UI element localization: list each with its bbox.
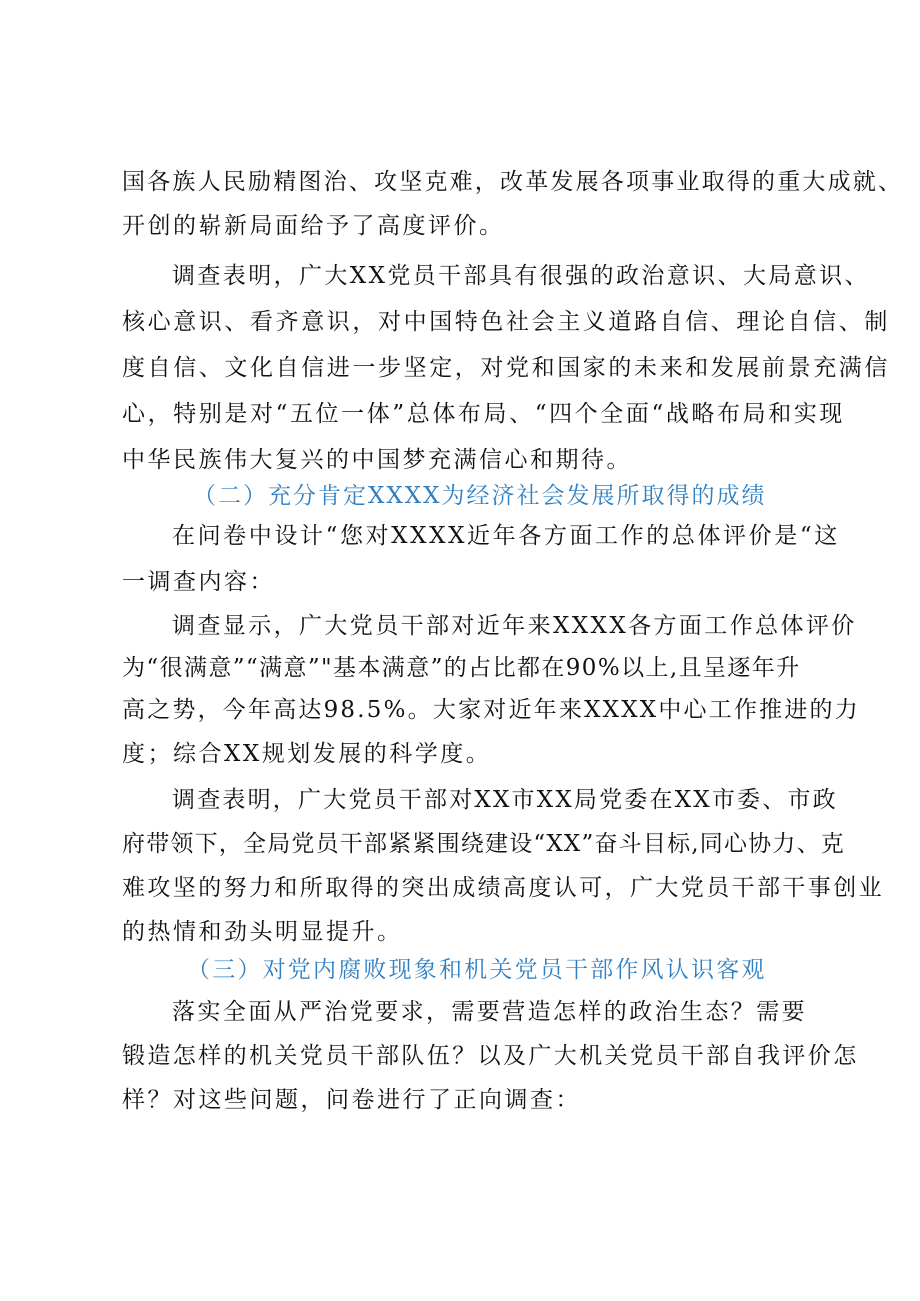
paragraph-final-line-2: 锻造怎样的机关党员干部队伍？以及广大机关党员干部自我评价怎 xyxy=(122,1043,859,1069)
paragraph-survey-1-line-1: 调查表明，广大XX党员干部具有很强的政治意识、大局意识、 xyxy=(172,263,870,289)
paragraph-results-line-3: 高之势，今年高达98.5%。大家对近年来XXXX中心工作推进的力 xyxy=(122,697,860,723)
paragraph-results-line-2: 为“很满意”“满意”"基本满意”的占比都在90%以上,且呈逐年升 xyxy=(122,655,801,681)
paragraph-intro-line-1: 国各族人民励精图治、攻坚克难，改革发展各项事业取得的重大成就、 xyxy=(122,169,904,195)
paragraph-survey-2-line-1: 调查表明，广大党员干部对XX市XX局党委在XX市委、市政 xyxy=(172,787,838,813)
paragraph-final-line-3: 样？对这些问题，问卷进行了正向调查： xyxy=(122,1087,581,1113)
paragraph-survey-2-line-3: 难攻坚的努力和所取得的突出成绩高度认可，广大党员干部干事创业 xyxy=(122,875,884,901)
paragraph-questionnaire-line-1: 在问卷中设计“您对XXXX近年各方面工作的总体评价是“这 xyxy=(172,523,840,549)
section-3-heading: （三）对党内腐败现象和机关党员干部作风认识客观 xyxy=(187,957,767,983)
paragraph-results-line-1: 调查显示，广大党员干部对近年来XXXX各方面工作总体评价 xyxy=(172,613,857,639)
paragraph-survey-2-line-4: 的热情和劲头明显提升。 xyxy=(122,919,403,945)
paragraph-results-line-4: 度；综合XX规划发展的科学度。 xyxy=(122,741,492,767)
paragraph-questionnaire-line-2: 一调查内容： xyxy=(122,569,275,595)
section-2-heading: （二）充分肯定XXXX为经济社会发展所取得的成绩 xyxy=(193,483,767,509)
paragraph-survey-1-line-2: 核心意识、看齐意识，对中国特色社会主义道路自信、理论自信、制 xyxy=(122,309,890,335)
paragraph-final-line-1: 落实全面从严治党要求，需要营造怎样的政治生态？需要 xyxy=(172,999,807,1025)
paragraph-survey-1-line-4: 心，特别是对“五位一体”总体布局、“四个全面“战略布局和实现 xyxy=(122,401,846,427)
paragraph-survey-1-line-5: 中华民族伟大复兴的中国梦充满信心和期待。 xyxy=(122,447,632,473)
paragraph-survey-2-line-2: 府带领下，全局党员干部紧紧围绕建设“XX”奋斗目标,同心协力、克 xyxy=(122,831,845,857)
paragraph-survey-1-line-3: 度自信、文化自信进一步坚定，对党和国家的未来和发展前景充满信 xyxy=(122,355,890,381)
paragraph-intro-line-2: 开创的崭新局面给予了高度评价。 xyxy=(122,213,505,239)
